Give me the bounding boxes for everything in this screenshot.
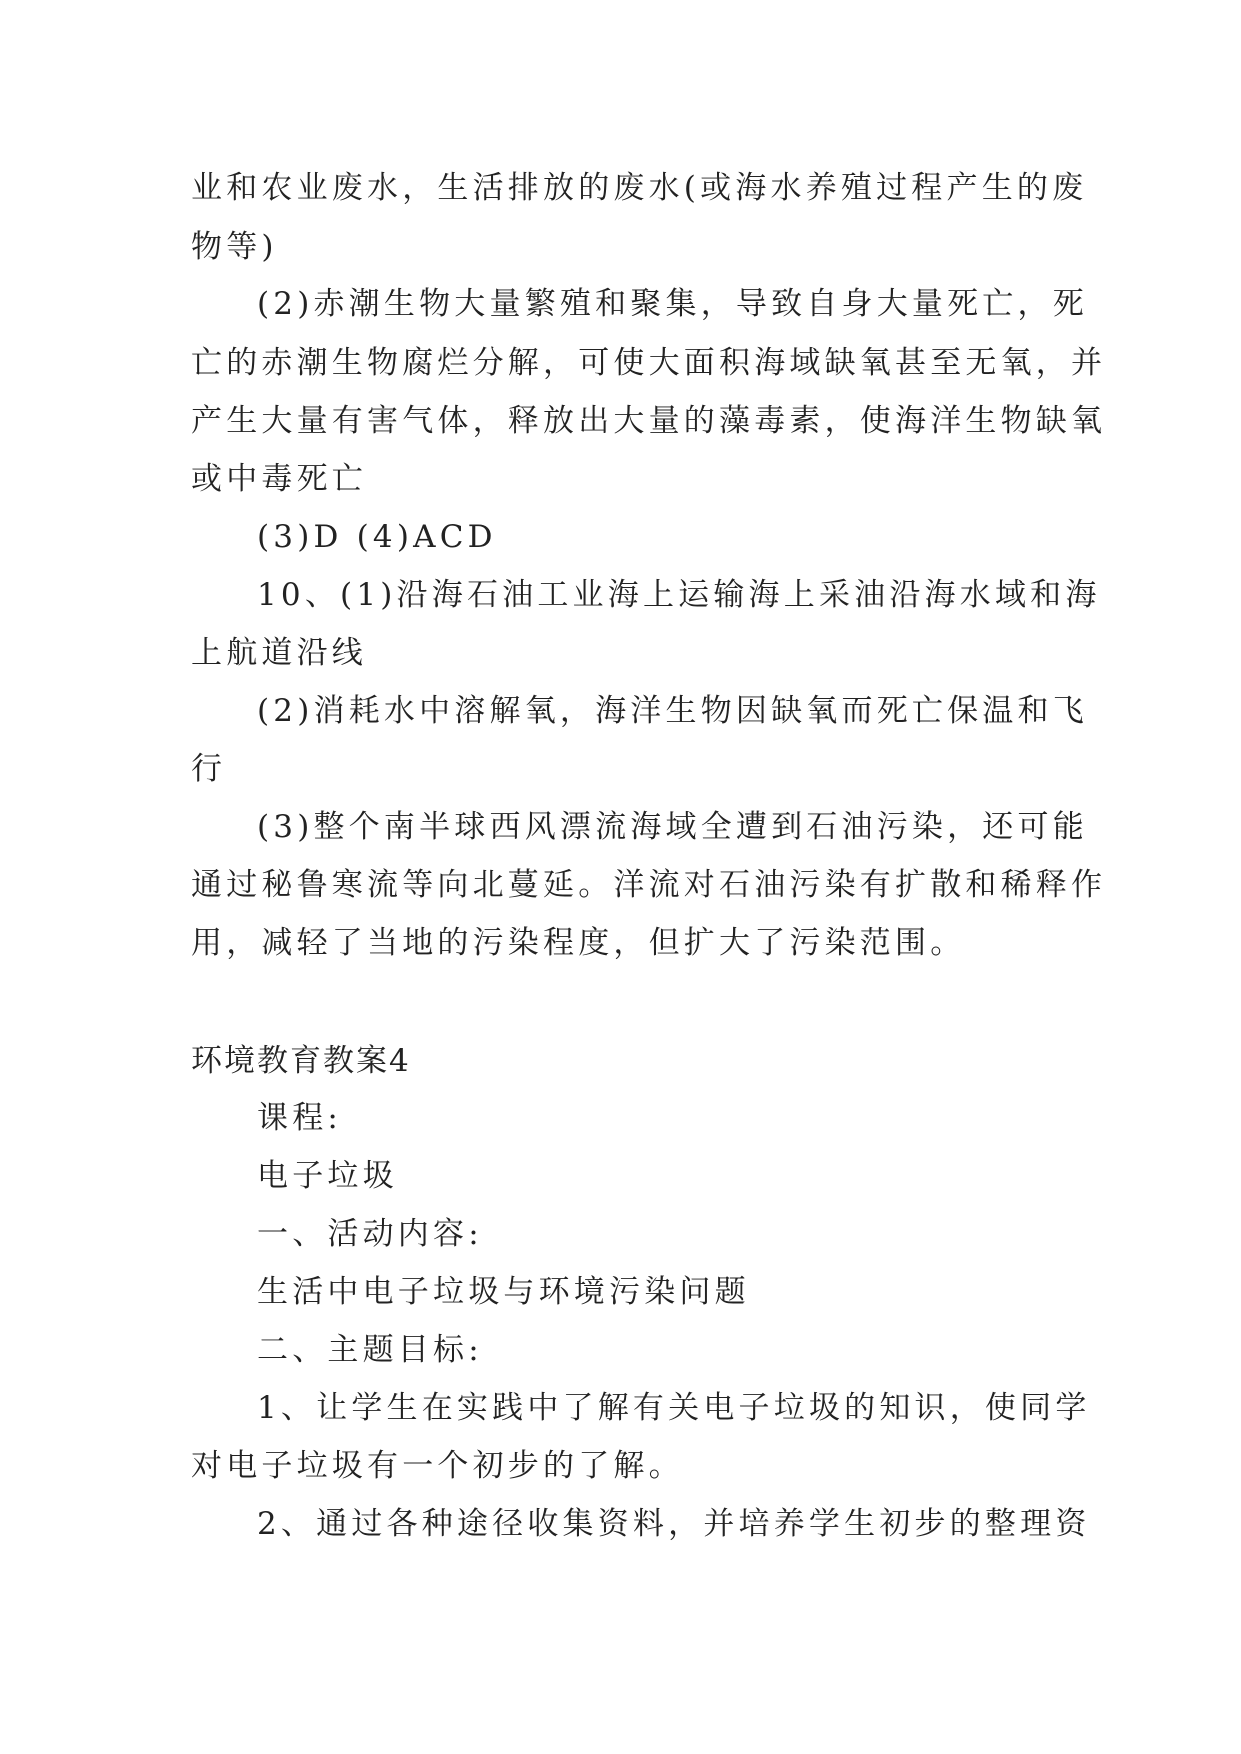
text-line: 二、主题目标:	[257, 1332, 483, 1368]
text-line: (3)D (4)ACD	[257, 519, 497, 555]
text-line: 10、(1)沿海石油工业海上运输海上采油沿海水域和海	[257, 577, 1101, 613]
text-line: 生活中电子垃圾与环境污染问题	[257, 1274, 750, 1310]
text-line: 2、通过各种途径收集资料，并培养学生初步的整理资	[257, 1506, 1091, 1542]
text-line: 对电子垃圾有一个初步的了解。	[191, 1448, 684, 1484]
text-line: 用，减轻了当地的污染程度，但扩大了污染范围。	[191, 925, 966, 961]
text-line: 通过秘鲁寒流等向北蔓延。洋流对石油污染有扩散和稀释作	[191, 867, 1107, 903]
text-line: 或中毒死亡	[191, 461, 367, 497]
text-line: 产生大量有害气体，释放出大量的藻毒素，使海洋生物缺氧	[191, 403, 1107, 439]
section-heading: 环境教育教案4	[191, 1043, 411, 1079]
text-line: (2)赤潮生物大量繁殖和聚集，导致自身大量死亡，死	[257, 286, 1088, 322]
text-line: 行	[191, 751, 227, 787]
text-line: 电子垃圾	[257, 1158, 398, 1194]
text-line: (3)整个南半球西风漂流海域全遭到石油污染，还可能	[257, 809, 1088, 845]
text-line: 1、让学生在实践中了解有关电子垃圾的知识，使同学	[257, 1390, 1091, 1426]
text-line: 物等)	[191, 229, 278, 265]
text-line: 亡的赤潮生物腐烂分解，可使大面积海域缺氧甚至无氧，并	[191, 345, 1107, 381]
text-line: 业和农业废水，生活排放的废水(或海水养殖过程产生的废	[191, 170, 1088, 206]
text-line: 上航道沿线	[191, 635, 367, 671]
text-line: 一、活动内容:	[257, 1216, 483, 1252]
text-line: 课程:	[257, 1100, 343, 1136]
text-line: (2)消耗水中溶解氧，海洋生物因缺氧而死亡保温和飞	[257, 693, 1088, 729]
